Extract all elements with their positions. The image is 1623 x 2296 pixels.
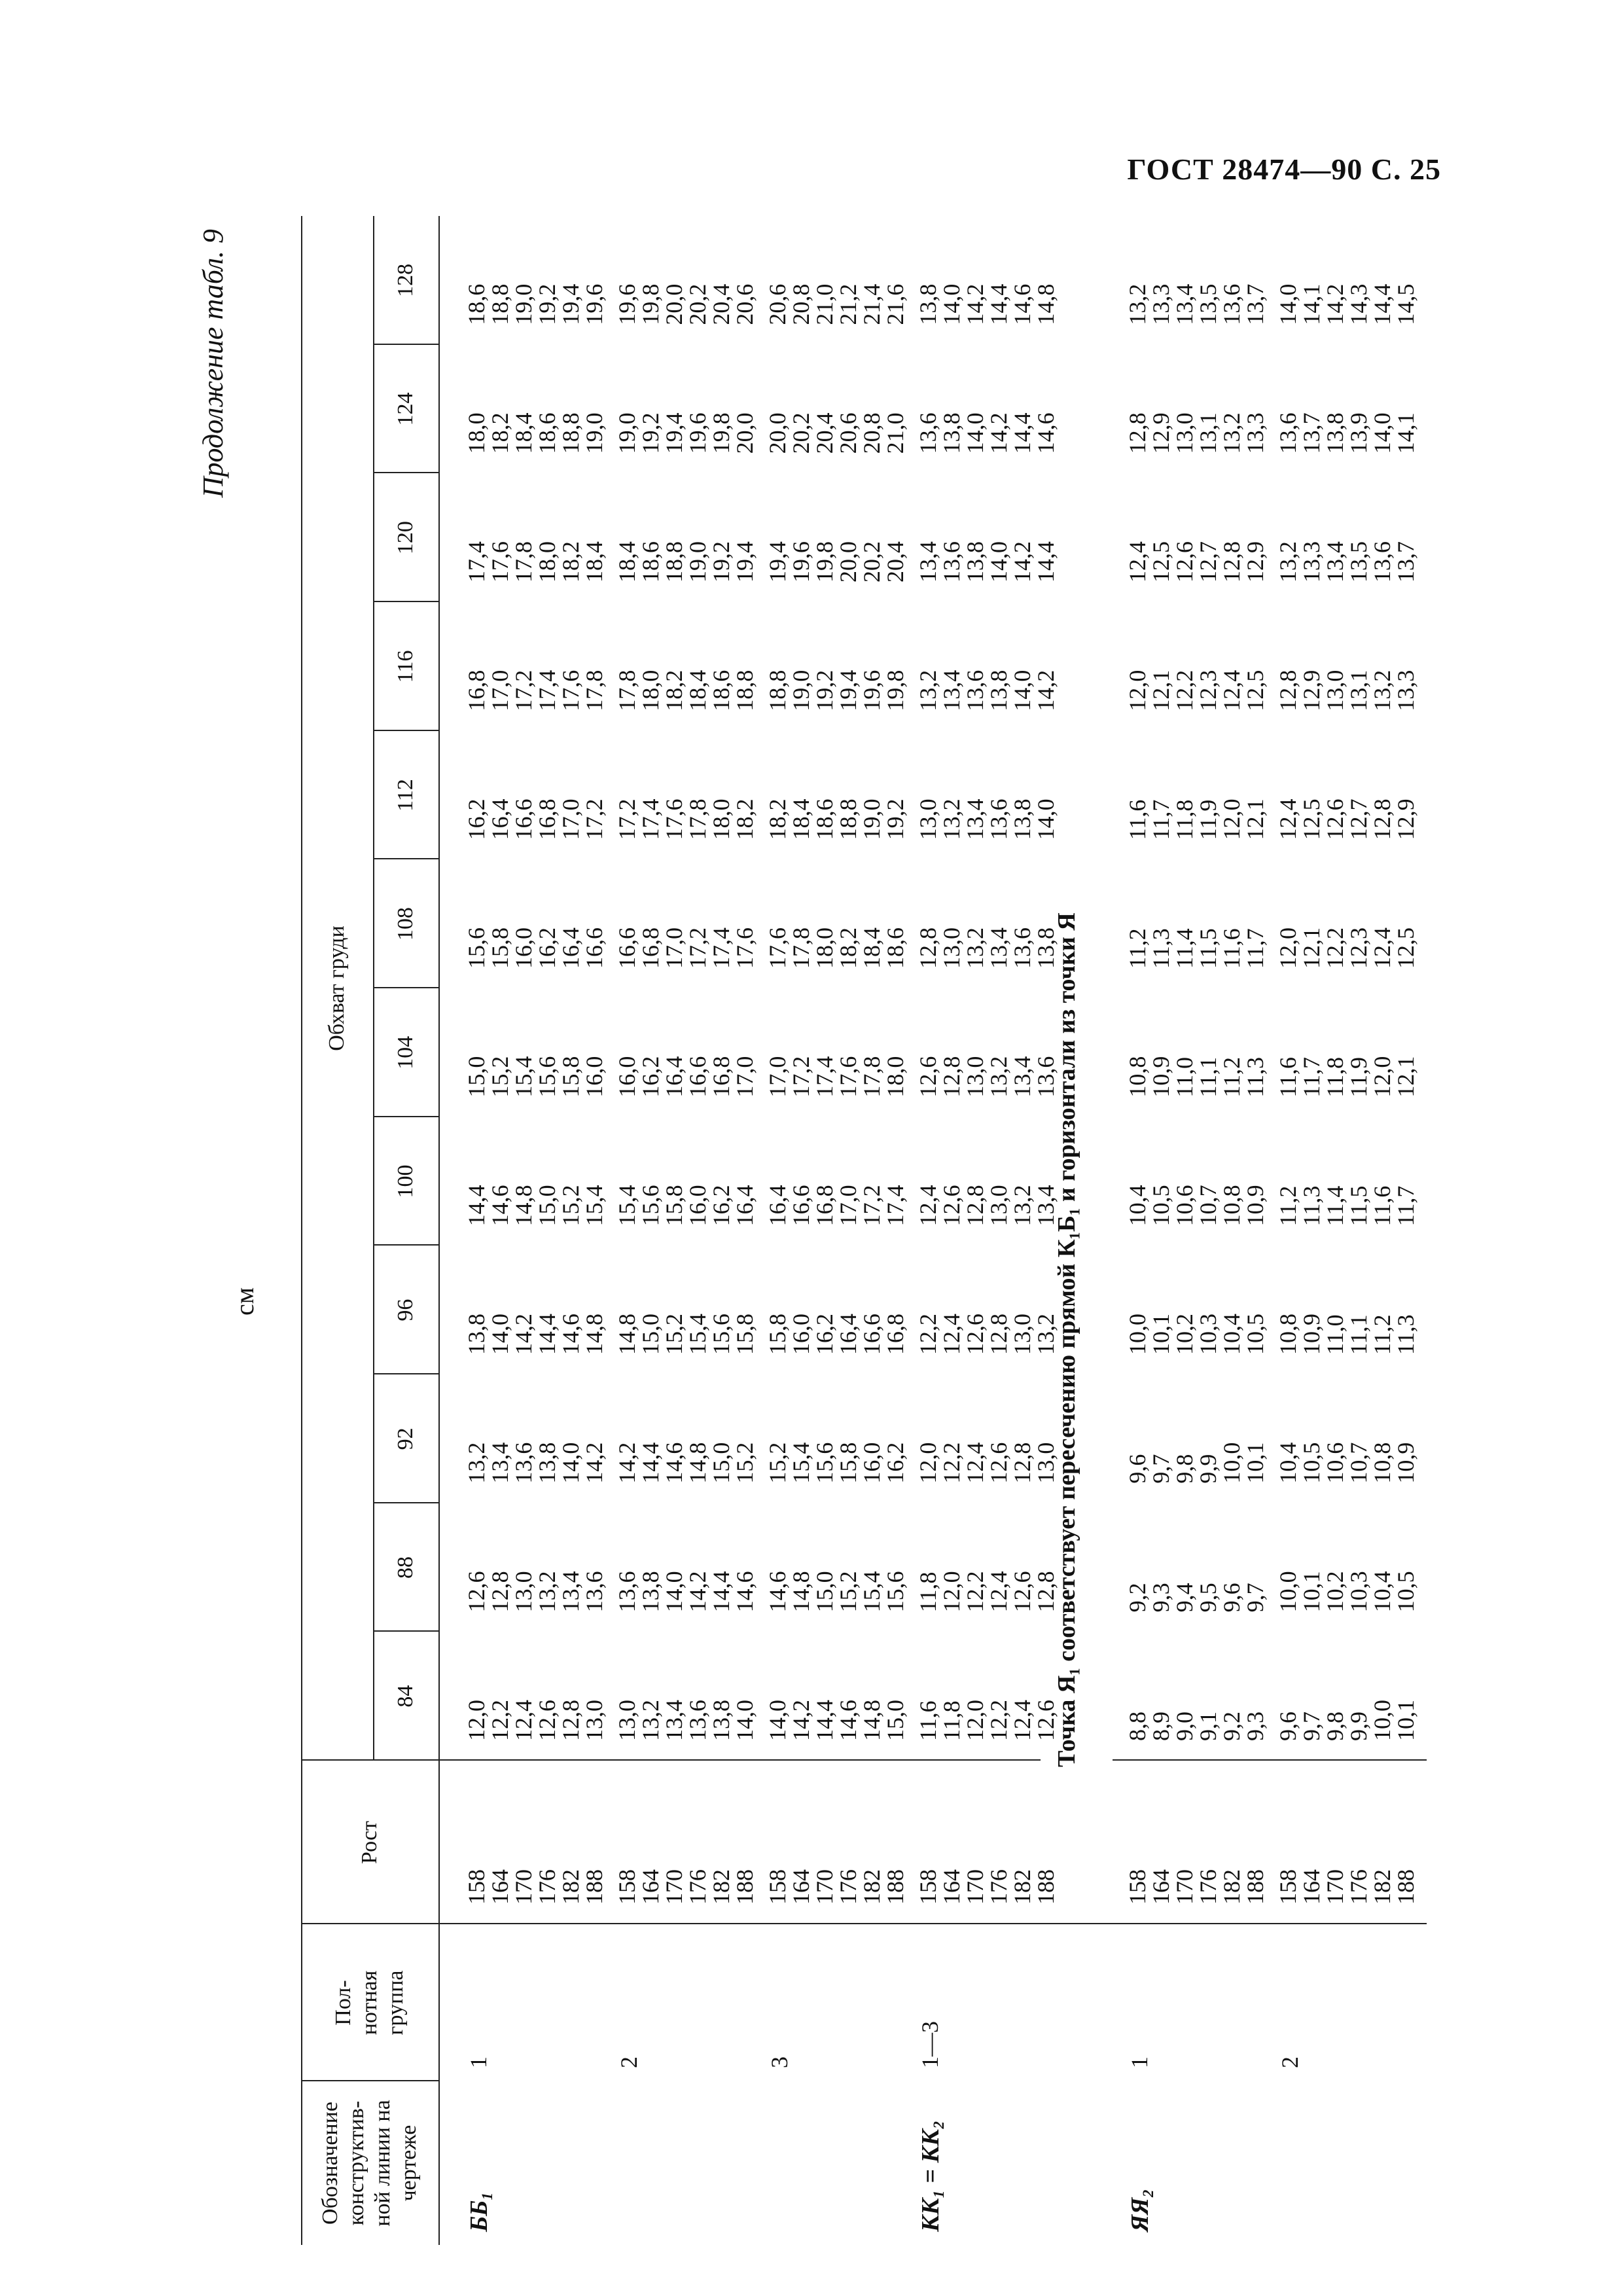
data-cell-column: 19,6 19,8 20,0 20,2 20,4 20,6	[614, 283, 758, 325]
data-cell-column: 11,2 11,3 11,4 11,5 11,6 11,7	[1124, 928, 1268, 969]
data-cell-column: 16,4 16,6 16,8 17,0 17,2 17,4	[764, 1185, 908, 1227]
data-cell-column: 13,2 13,3 13,4 13,5 13,6 13,7	[1275, 541, 1419, 583]
data-cell-column: 10,4 10,5 10,6 10,7 10,8 10,9	[1275, 1442, 1419, 1484]
data-cell-column: 11,8 12,0 12,2 12,4 12,6 12,8	[915, 1571, 1059, 1613]
rotated-table-area	[190, 216, 1446, 2245]
data-cell-column: 10,4 10,5 10,6 10,7 10,8 10,9	[1124, 1185, 1268, 1227]
body-rule-group	[438, 1923, 1427, 1924]
data-cell-column: 16,2 16,4 16,6 16,8 17,0 17,2	[463, 798, 607, 840]
table-continuation-label: Продолжение табл. 9	[197, 229, 229, 498]
data-cell-column: 13,2 13,4 13,6 13,8 14,0 14,2	[915, 670, 1059, 711]
row-fullness-group: 1	[1126, 2056, 1152, 2068]
data-cell-column: 18,2 18,4 18,6 18,8 19,0 19,2	[764, 798, 908, 840]
data-cell-column: 14,2 14,4 14,6 14,8 15,0 15,2	[614, 1442, 758, 1484]
data-cell-column: 10,0 10,1 10,2 10,3 10,4 10,5	[1124, 1314, 1268, 1355]
data-cell-column: 12,0 12,2 12,4 12,6 12,8 13,0	[463, 1700, 607, 1741]
data-cell-column: 12,8 12,9 13,0 13,1 13,2 13,3	[1124, 412, 1268, 454]
data-cell-column: 14,4 14,6 14,8 15,0 15,2 15,4	[463, 1185, 607, 1227]
header-height: Рост	[357, 1821, 382, 1864]
table-note: Точка Я₁ соответствует пересечению прямой К₁Б₁ и горизонтали из точки Я	[1053, 912, 1080, 1767]
header-chest-size: 96	[393, 1299, 418, 1321]
data-cell-column: 17,8 18,0 18,2 18,4 18,6 18,8	[614, 670, 758, 711]
data-cell-column: 20,0 20,2 20,4 20,6 20,8 21,0	[764, 412, 908, 454]
row-designation: ЯЯ₂	[1126, 2189, 1154, 2232]
data-cell-column: 13,0 13,2 13,4 13,6 13,8 14,0	[915, 798, 1059, 840]
body-rule-heights	[438, 1759, 1041, 1761]
data-cell-column: 12,6 12,8 13,0 13,2 13,4 13,6	[915, 1056, 1059, 1098]
data-cell-column: 12,8 12,9 13,0 13,1 13,2 13,3	[1275, 670, 1419, 711]
data-cell-column: 12,0 12,2 12,4 12,6 12,8 13,0	[915, 1442, 1059, 1484]
data-cell-column: 15,4 15,6 15,8 16,0 16,2 16,4	[614, 1185, 758, 1227]
row-fullness-group: 1—3	[917, 2021, 943, 2068]
data-cell-column: 15,8 16,0 16,2 16,4 16,6 16,8	[764, 1314, 908, 1355]
data-cell-column: 17,2 17,4 17,6 17,8 18,0 18,2	[614, 798, 758, 840]
data-cell-column: 14,8 15,0 15,2 15,4 15,6 15,8	[614, 1314, 758, 1355]
data-cell-column: 13,8 14,0 14,2 14,4 14,6 14,8	[463, 1314, 607, 1355]
data-cell-column: 12,4 12,5 12,6 12,7 12,8 12,9	[1124, 541, 1268, 583]
header-chest-size: 124	[393, 392, 418, 426]
data-cell-column: 9,6 9,7 9,8 9,9 10,0 10,1	[1275, 1700, 1419, 1741]
header-chest-size: 104	[393, 1035, 418, 1069]
data-cell-column: 12,0 12,1 12,2 12,3 12,4 12,5	[1275, 927, 1419, 969]
row-fullness-group: 2	[1277, 2056, 1303, 2068]
data-cell-column: 20,6 20,8 21,0 21,2 21,4 21,6	[764, 283, 908, 325]
size-table	[301, 216, 1440, 2245]
header-chest-size: 120	[393, 521, 418, 555]
data-cell-column: 16,0 16,2 16,4 16,6 16,8 17,0	[614, 1056, 758, 1098]
data-cell-column: 18,0 18,2 18,4 18,6 18,8 19,0	[463, 412, 607, 454]
data-cell-column: 13,6 13,8 14,0 14,2 14,4 14,6	[614, 1571, 758, 1613]
data-cell-column: 14,6 14,8 15,0 15,2 15,4 15,6	[764, 1571, 908, 1613]
data-cell-column: 10,8 10,9 11,0 11,1 11,2 11,3	[1275, 1314, 1419, 1355]
body-rule-heights	[1113, 1759, 1427, 1761]
data-cell-column: 14,0 14,1 14,2 14,3 14,4 14,5	[1275, 283, 1419, 325]
row-heights: 158 164 170 176 182 188	[1275, 1869, 1419, 1905]
data-cell-column: 13,8 14,0 14,2 14,4 14,6 14,8	[915, 283, 1059, 325]
header-chest-size: 116	[393, 650, 418, 683]
data-cell-column: 12,2 12,4 12,6 12,8 13,0 13,2	[915, 1314, 1059, 1355]
row-heights: 158 164 170 176 182 188	[614, 1869, 758, 1905]
data-cell-column: 11,6 11,7 11,8 11,9 12,0 12,1	[1275, 1056, 1419, 1098]
header-chest: Обхват груди	[325, 925, 349, 1051]
header-designation	[301, 2081, 438, 2245]
header-chest-size: 100	[393, 1164, 418, 1198]
header-chest-size: 112	[393, 779, 418, 812]
data-cell-column: 12,8 13,0 13,2 13,4 13,6 13,8	[915, 927, 1059, 969]
row-heights: 158 164 170 176 182 188	[1124, 1869, 1268, 1905]
row-fullness-group: 2	[616, 2056, 642, 2068]
data-cell-column: 18,8 19,0 19,2 19,4 19,6 19,8	[764, 670, 908, 711]
data-cell-column: 17,4 17,6 17,8 18,0 18,2 18,4	[463, 541, 607, 583]
data-cell-column: 12,0 12,1 12,2 12,3 12,4 12,5	[1124, 670, 1268, 711]
row-designation: ББ₁	[465, 2191, 493, 2232]
data-cell-column: 13,4 13,6 13,8 14,0 14,2 14,4	[915, 541, 1059, 583]
data-cell-column: 19,0 19,2 19,4 19,6 19,8 20,0	[614, 412, 758, 454]
data-cell-column: 13,6 13,7 13,8 13,9 14,0 14,1	[1275, 412, 1419, 454]
data-cell-column: 10,0 10,1 10,2 10,3 10,4 10,5	[1275, 1571, 1419, 1613]
data-cell-column: 17,0 17,2 17,4 17,6 17,8 18,0	[764, 1056, 908, 1098]
data-cell-column: 17,6 17,8 18,0 18,2 18,4 18,6	[764, 927, 908, 969]
data-cell-column: 9,6 9,7 9,8 9,9 10,0 10,1	[1124, 1442, 1268, 1484]
data-cell-column: 16,8 17,0 17,2 17,4 17,6 17,8	[463, 670, 607, 711]
data-cell-column: 11,6 11,8 12,0 12,2 12,4 12,6	[915, 1700, 1059, 1741]
data-cell-column: 18,4 18,6 18,8 19,0 19,2 19,4	[614, 541, 758, 583]
data-cell-column: 11,6 11,7 11,8 11,9 12,0 12,1	[1124, 798, 1268, 840]
header-fullness-group	[301, 1924, 438, 2081]
header-chest-size: 88	[393, 1556, 418, 1579]
data-cell-column: 13,2 13,3 13,4 13,5 13,6 13,7	[1124, 283, 1268, 325]
page-header: ГОСТ 28474—90 С. 25	[1127, 152, 1441, 186]
data-cell-column: 14,0 14,2 14,4 14,6 14,8 15,0	[764, 1700, 908, 1741]
data-cell-column: 10,8 10,9 11,0 11,1 11,2 11,3	[1124, 1056, 1268, 1098]
header-designation-text: Обозначение конструктив- ной линии на чертеже	[318, 2100, 421, 2227]
data-cell-column: 11,2 11,3 11,4 11,5 11,6 11,7	[1275, 1185, 1419, 1227]
data-cell-column: 12,4 12,6 12,8 13,0 13,2 13,4	[915, 1185, 1059, 1227]
data-cell-column: 12,4 12,5 12,6 12,7 12,8 12,9	[1275, 798, 1419, 840]
data-cell-column: 15,0 15,2 15,4 15,6 15,8 16,0	[463, 1056, 607, 1098]
unit-label: см	[230, 1287, 259, 1316]
header-fullness-text: Пол- нотная группа	[331, 1970, 408, 2036]
row-fullness-group: 1	[465, 2056, 491, 2068]
data-cell-column: 13,2 13,4 13,6 13,8 14,0 14,2	[463, 1442, 607, 1484]
data-cell-column: 15,6 15,8 16,0 16,2 16,4 16,6	[463, 927, 607, 969]
data-cell-column: 12,6 12,8 13,0 13,2 13,4 13,6	[463, 1571, 607, 1613]
data-cell-column: 13,0 13,2 13,4 13,6 13,8 14,0	[614, 1700, 758, 1741]
header-chest-size: 128	[393, 263, 418, 297]
row-heights: 158 164 170 176 182 188	[463, 1869, 607, 1905]
data-cell-column: 9,2 9,3 9,4 9,5 9,6 9,7	[1124, 1583, 1268, 1613]
row-designation: КК₁ = КК₂	[917, 2120, 944, 2232]
row-fullness-group: 3	[766, 2056, 793, 2068]
data-cell-column: 15,2 15,4 15,6 15,8 16,0 16,2	[764, 1442, 908, 1484]
data-cell-column: 8,8 8,9 9,0 9,1 9,2 9,3	[1124, 1712, 1268, 1741]
data-cell-column: 18,6 18,8 19,0 19,2 19,4 19,6	[463, 283, 607, 325]
row-heights: 158 164 170 176 182 188	[915, 1869, 1059, 1905]
row-heights: 158 164 170 176 182 188	[764, 1869, 908, 1905]
header-chest-size: 108	[393, 907, 418, 941]
header-chest-size: 84	[393, 1685, 418, 1708]
data-cell-column: 13,6 13,8 14,0 14,2 14,4 14,6	[915, 412, 1059, 454]
header-bottom-rule	[438, 216, 440, 2245]
header-chest-size: 92	[393, 1427, 418, 1450]
data-cell-column: 19,4 19,6 19,8 20,0 20,2 20,4	[764, 541, 908, 583]
data-cell-column: 16,6 16,8 17,0 17,2 17,4 17,6	[614, 927, 758, 969]
